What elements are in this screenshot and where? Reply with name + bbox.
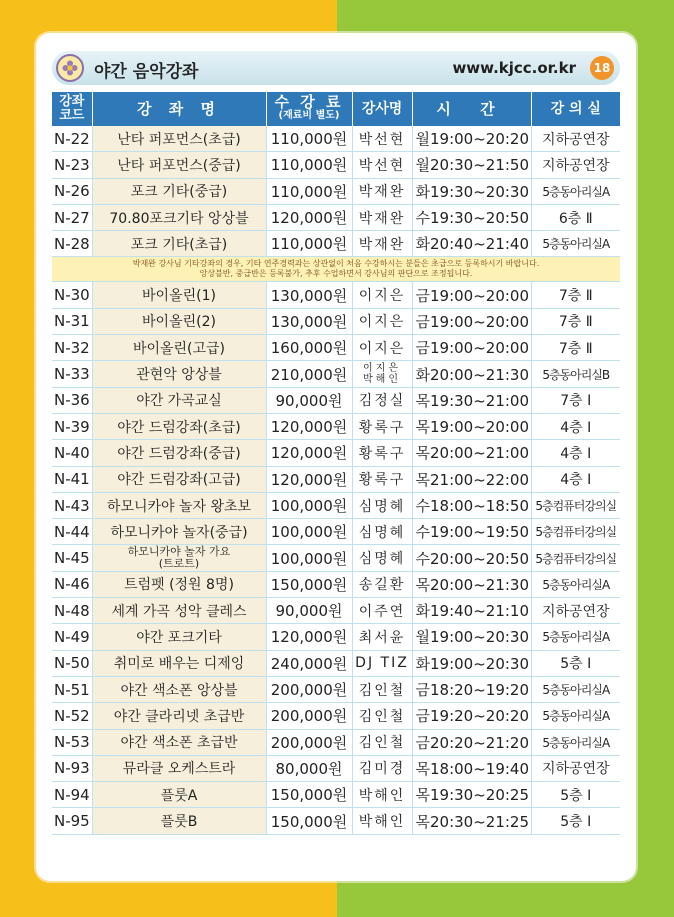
course-name: 야간 가곡교실 [92, 387, 266, 413]
course-room: 4층 Ⅰ [531, 413, 620, 439]
table-row [52, 729, 620, 755]
course-time: 목19:30~21:00 [412, 387, 531, 413]
course-name: 70.80포크기타 앙상블 [92, 204, 266, 230]
course-name: 야간 드럼강좌(초급) [92, 413, 266, 439]
website-link[interactable]: www.kjcc.or.kr [452, 59, 576, 77]
course-fee: 150,000원 [266, 571, 352, 597]
course-fee: 110,000원 [266, 178, 352, 204]
course-fee: 120,000원 [266, 204, 352, 230]
course-name: 야간 색소폰 초급반 [92, 729, 266, 755]
table-row [52, 126, 620, 152]
col-header-fee-line1: 수 강 료 [274, 93, 344, 111]
page-number-badge: 18 [590, 56, 614, 80]
course-name: 포크 기타(중급) [92, 178, 266, 204]
col-header-room-label: 강 의 실 [550, 101, 601, 117]
table-header-row [52, 92, 620, 126]
course-fee: 120,000원 [266, 624, 352, 650]
instructor-line1: 이지은 [363, 363, 401, 375]
course-code: N-39 [52, 413, 92, 439]
table-row [52, 703, 620, 729]
course-code: N-23 [52, 152, 92, 178]
course-code: N-40 [52, 440, 92, 466]
instructor: 심명혜 [352, 492, 412, 518]
course-room: 5층컴퓨터강의실 [531, 492, 620, 518]
title-bar [52, 51, 620, 85]
course-fee: 130,000원 [266, 282, 352, 308]
course-fee: 200,000원 [266, 703, 352, 729]
course-time: 목18:00~19:40 [412, 755, 531, 781]
table-row [52, 282, 620, 308]
course-fee: 100,000원 [266, 545, 352, 571]
table-row [52, 387, 620, 413]
course-room: 5층 Ⅰ [531, 808, 620, 834]
col-header-name [92, 92, 266, 126]
course-room: 5층 Ⅰ [531, 650, 620, 676]
course-code: N-41 [52, 466, 92, 492]
course-fee: 110,000원 [266, 126, 352, 152]
course-code: N-45 [52, 545, 92, 571]
course-time: 금18:20~19:20 [412, 676, 531, 702]
instructor: 박선현 [352, 152, 412, 178]
table-row [52, 335, 620, 361]
table-row [52, 808, 620, 834]
page-title: 야간 음악강좌 [94, 62, 199, 82]
course-fee: 110,000원 [266, 152, 352, 178]
instructor: 이지은 [352, 308, 412, 334]
course-code: N-52 [52, 703, 92, 729]
course-fee: 200,000원 [266, 676, 352, 702]
table-row [52, 361, 620, 387]
notice-row [52, 257, 620, 282]
table-row [52, 231, 620, 257]
course-room: 지하공연장 [531, 755, 620, 781]
instructor: 황록구 [352, 413, 412, 439]
instructor: 황록구 [352, 440, 412, 466]
course-time: 금19:00~20:00 [412, 335, 531, 361]
instructor: 김인철 [352, 729, 412, 755]
course-name: 야간 드럼강좌(중급) [92, 440, 266, 466]
course-time: 월20:30~21:50 [412, 152, 531, 178]
course-time: 금19:00~20:00 [412, 282, 531, 308]
course-name: 야간 포크기타 [92, 624, 266, 650]
course-code: N-27 [52, 204, 92, 230]
course-name [92, 545, 266, 571]
course-room: 지하공연장 [531, 598, 620, 624]
table-row [52, 755, 620, 781]
instructor: 김정실 [352, 387, 412, 413]
course-time: 월19:00~20:30 [412, 624, 531, 650]
col-header-code-line2: 코드 [59, 108, 85, 123]
course-time: 금19:20~20:20 [412, 703, 531, 729]
schedule-card [36, 33, 636, 881]
col-header-code [52, 92, 92, 126]
instructor: 송길환 [352, 571, 412, 597]
course-room: 7층 Ⅱ [531, 282, 620, 308]
course-time: 목19:00~20:00 [412, 413, 531, 439]
course-room: 5층동아리실A [531, 231, 620, 257]
course-room: 5층동아리실A [531, 703, 620, 729]
course-name: 난타 퍼포먼스(초급) [92, 126, 266, 152]
instructor: 박재완 [352, 231, 412, 257]
course-room: 5층동아리실A [531, 676, 620, 702]
course-room: 5층컴퓨터강의실 [531, 519, 620, 545]
course-name: 야간 색소폰 앙상블 [92, 676, 266, 702]
course-table [52, 92, 620, 835]
course-fee: 160,000원 [266, 335, 352, 361]
table-row [52, 598, 620, 624]
instructor: 김인철 [352, 703, 412, 729]
course-name: 야간 클라리넷 초급반 [92, 703, 266, 729]
col-header-instructor-label: 강사명 [361, 101, 403, 117]
course-time: 화20:40~21:40 [412, 231, 531, 257]
instructor: 황록구 [352, 466, 412, 492]
col-header-code-line1: 강좌 [59, 94, 85, 109]
table-row [52, 440, 620, 466]
course-room: 6층 Ⅱ [531, 204, 620, 230]
table-row [52, 624, 620, 650]
course-room: 4층 Ⅰ [531, 440, 620, 466]
course-time: 목20:00~21:00 [412, 440, 531, 466]
course-code: N-22 [52, 126, 92, 152]
course-time: 수19:00~19:50 [412, 519, 531, 545]
course-code: N-26 [52, 178, 92, 204]
course-room: 5층동아리실A [531, 729, 620, 755]
course-room: 5층동아리실A [531, 178, 620, 204]
course-fee: 120,000원 [266, 466, 352, 492]
course-fee: 130,000원 [266, 308, 352, 334]
course-code: N-50 [52, 650, 92, 676]
course-code: N-36 [52, 387, 92, 413]
course-code: N-51 [52, 676, 92, 702]
table-row [52, 152, 620, 178]
course-code: N-30 [52, 282, 92, 308]
instructor [352, 361, 412, 387]
course-time: 월19:00~20:20 [412, 126, 531, 152]
course-code: N-31 [52, 308, 92, 334]
table-row [52, 782, 620, 808]
instructor: 이지은 [352, 282, 412, 308]
course-name: 관현악 앙상블 [92, 361, 266, 387]
course-room: 5층 Ⅰ [531, 782, 620, 808]
course-code: N-33 [52, 361, 92, 387]
table-row [52, 571, 620, 597]
instructor: 김인철 [352, 676, 412, 702]
course-fee: 200,000원 [266, 729, 352, 755]
course-code: N-46 [52, 571, 92, 597]
instructor: 이주연 [352, 598, 412, 624]
instructor: 박재완 [352, 178, 412, 204]
instructor: 김미경 [352, 755, 412, 781]
course-name: 트럼펫 (정원 8명) [92, 571, 266, 597]
table-row [52, 676, 620, 702]
course-fee: 240,000원 [266, 650, 352, 676]
course-time: 화19:00~20:30 [412, 650, 531, 676]
instructor: DJ TIZ [352, 650, 412, 676]
course-code: N-32 [52, 335, 92, 361]
course-name: 야간 드럼강좌(고급) [92, 466, 266, 492]
course-fee: 80,000원 [266, 755, 352, 781]
course-name: 뮤라클 오케스트라 [92, 755, 266, 781]
course-fee: 210,000원 [266, 361, 352, 387]
course-name: 하모니카야 놀자(중급) [92, 519, 266, 545]
course-time: 화20:00~21:30 [412, 361, 531, 387]
course-room: 5층동아리실B [531, 361, 620, 387]
notice-line1: 박재완 강사님 기타강좌의 경우, 기타 연주경력과는 상관없이 처음 수강하시는 분들은 초급으로 등록하시기 바랍니다. [132, 259, 540, 269]
course-name-line1: 하모니카야 놀자 가요 [127, 545, 231, 559]
course-fee: 100,000원 [266, 519, 352, 545]
course-time: 수19:30~20:50 [412, 204, 531, 230]
course-code: N-95 [52, 808, 92, 834]
table-row [52, 466, 620, 492]
col-header-fee [266, 92, 352, 126]
course-time: 목20:30~21:25 [412, 808, 531, 834]
notice-text [52, 257, 620, 282]
instructor: 박선현 [352, 126, 412, 152]
table-row [52, 492, 620, 518]
instructor: 박재완 [352, 204, 412, 230]
instructor: 박해인 [352, 782, 412, 808]
course-time: 목20:00~21:30 [412, 571, 531, 597]
course-code: N-43 [52, 492, 92, 518]
course-fee: 100,000원 [266, 492, 352, 518]
course-fee: 150,000원 [266, 808, 352, 834]
col-header-time [412, 92, 531, 126]
course-code: N-49 [52, 624, 92, 650]
table-row [52, 413, 620, 439]
course-name: 취미로 배우는 디제잉 [92, 650, 266, 676]
course-name: 하모니카야 놀자 왕초보 [92, 492, 266, 518]
instructor: 박해인 [352, 808, 412, 834]
course-name: 바이올린(1) [92, 282, 266, 308]
table-row [52, 308, 620, 334]
course-room: 5층동아리실A [531, 571, 620, 597]
instructor-line2: 박해인 [363, 374, 401, 386]
course-room: 7층 Ⅱ [531, 308, 620, 334]
instructor: 심명혜 [352, 545, 412, 571]
course-name: 플룻B [92, 808, 266, 834]
course-time: 수18:00~18:50 [412, 492, 531, 518]
course-name-line2: (트로트) [158, 557, 200, 571]
col-header-room [531, 92, 620, 126]
course-time: 수20:00~20:50 [412, 545, 531, 571]
course-code: N-44 [52, 519, 92, 545]
course-room: 지하공연장 [531, 152, 620, 178]
course-fee: 90,000원 [266, 598, 352, 624]
course-code: N-93 [52, 755, 92, 781]
course-fee: 120,000원 [266, 440, 352, 466]
course-fee: 90,000원 [266, 387, 352, 413]
course-name: 바이올린(2) [92, 308, 266, 334]
course-code: N-28 [52, 231, 92, 257]
course-time: 목19:30~20:25 [412, 782, 531, 808]
course-room: 4층 Ⅰ [531, 466, 620, 492]
course-code: N-48 [52, 598, 92, 624]
course-room: 7층 Ⅱ [531, 335, 620, 361]
instructor: 이지은 [352, 335, 412, 361]
instructor: 최서윤 [352, 624, 412, 650]
course-name: 플룻A [92, 782, 266, 808]
course-name: 바이올린(고급) [92, 335, 266, 361]
course-fee: 150,000원 [266, 782, 352, 808]
col-header-fee-line2: (재료비 별도) [278, 110, 340, 121]
course-name: 난타 퍼포먼스(중급) [92, 152, 266, 178]
course-time: 금19:00~20:00 [412, 308, 531, 334]
col-header-name-label: 강 좌 명 [137, 100, 221, 118]
col-header-time-label: 시 간 [436, 100, 507, 118]
course-time: 화19:40~21:10 [412, 598, 531, 624]
course-code: N-94 [52, 782, 92, 808]
course-room: 5층컴퓨터강의실 [531, 545, 620, 571]
course-room: 7층 Ⅰ [531, 387, 620, 413]
course-code: N-53 [52, 729, 92, 755]
instructor: 심명혜 [352, 519, 412, 545]
col-header-instructor [352, 92, 412, 126]
course-time: 금20:20~21:20 [412, 729, 531, 755]
course-time: 목21:00~22:00 [412, 466, 531, 492]
flower-logo-icon [56, 54, 84, 82]
course-room: 지하공연장 [531, 126, 620, 152]
table-row [52, 545, 620, 571]
course-fee: 120,000원 [266, 413, 352, 439]
course-fee: 110,000원 [266, 231, 352, 257]
notice-line2: 앙상블반, 중급반은 등록불가, 추후 수업하면서 강사님의 판단으로 조정됩니다. [199, 269, 473, 279]
table-row [52, 519, 620, 545]
course-name: 세계 가곡 성악 클레스 [92, 598, 266, 624]
table-row [52, 178, 620, 204]
course-name: 포크 기타(초급) [92, 231, 266, 257]
course-time: 화19:30~20:30 [412, 178, 531, 204]
table-row [52, 650, 620, 676]
table-row [52, 204, 620, 230]
course-room: 5층동아리실A [531, 624, 620, 650]
